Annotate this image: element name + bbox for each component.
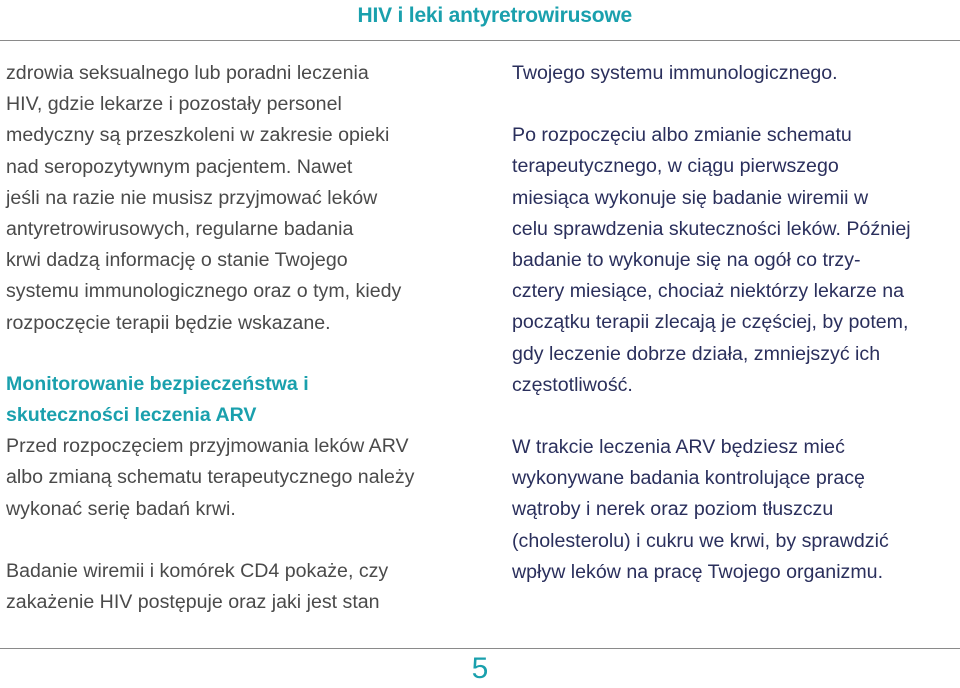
right-column <box>512 58 952 588</box>
text-line: Twojego systemu immunologicznego. <box>512 62 838 84</box>
text-line: badanie to wykonuje się na ogół co trzy- <box>512 249 861 272</box>
text-line: krwi dadzą informację o stanie Twojego <box>6 249 348 272</box>
text-line: (cholesterolu) i cukru we krwi, by sprawdzić <box>512 529 889 552</box>
paragraph-gap <box>512 89 952 120</box>
text-line: miesiąca wykonuje się badanie wiremii w <box>512 186 869 209</box>
text-line: cztery miesiące, chociaż niektórzy lekarze na <box>512 280 905 303</box>
page-header-title: HIV i leki antyretrowirusowe <box>357 4 632 27</box>
text-line: rozpoczęcie terapii będzie wskazane. <box>6 311 331 334</box>
text-line: Po rozpoczęciu albo zmianie schematu <box>512 124 852 147</box>
text-line: jeśli na razie nie musisz przyjmować leków <box>6 186 378 209</box>
text-line: wpływ leków na pracę Twojego organizmu. <box>512 560 884 583</box>
text-line: początku terapii zlecają je częściej, by potem, <box>512 311 909 334</box>
text-line: zdrowia seksualnego lub poradni leczenia <box>6 62 369 84</box>
right-paragraph-1 <box>512 58 952 89</box>
left-paragraph-1 <box>6 58 466 339</box>
text-line: częstotliwość. <box>512 373 633 396</box>
right-paragraph-2 <box>512 120 952 401</box>
text-line: terapeutycznego, w ciągu pierwszego <box>512 155 839 178</box>
top-divider <box>0 40 960 41</box>
text-line: zakażenie HIV postępuje oraz jaki jest stan <box>6 591 380 614</box>
text-line: wykonywane badania kontrolujące pracę <box>512 467 865 490</box>
paragraph-gap <box>6 339 466 369</box>
text-line: celu sprawdzenia skuteczności leków. Później <box>512 217 911 240</box>
text-line: antyretrowirusowych, regularne badania <box>6 218 354 241</box>
text-line: gdy leczenie dobrze działa, zmniejszyć ich <box>512 342 881 365</box>
text-line: W trakcie leczenia ARV będziesz mieć <box>512 436 845 459</box>
text-line: medyczny są przeszkoleni w zakresie opieki <box>6 124 390 147</box>
right-paragraph-3 <box>512 432 952 588</box>
left-paragraph-2 <box>6 431 466 525</box>
page-number: 5 <box>471 652 489 685</box>
left-column <box>6 58 466 618</box>
bottom-divider <box>0 648 960 649</box>
text-line: Badanie wiremii i komórek CD4 pokaże, czy <box>6 559 389 582</box>
text-line: HIV, gdzie lekarze i pozostały personel <box>6 93 342 116</box>
text-line: albo zmianą schematu terapeutycznego należy <box>6 466 415 489</box>
left-paragraph-3 <box>6 556 466 618</box>
paragraph-gap <box>512 401 952 432</box>
text-line: Przed rozpoczęciem przyjmowania leków ARV <box>6 435 409 458</box>
text-line: systemu immunologicznego oraz o tym, kiedy <box>6 280 402 303</box>
section-heading <box>6 369 466 431</box>
text-line: wątroby i nerek oraz poziom tłuszczu <box>512 498 834 521</box>
text-line: wykonać serię badań krwi. <box>6 497 236 520</box>
paragraph-gap <box>6 525 466 556</box>
heading-line: skuteczności leczenia ARV <box>6 404 257 427</box>
text-line: nad seropozytywnym pacjentem. Nawet <box>6 155 353 178</box>
heading-line: Monitorowanie bezpieczeństwa i <box>6 372 309 395</box>
